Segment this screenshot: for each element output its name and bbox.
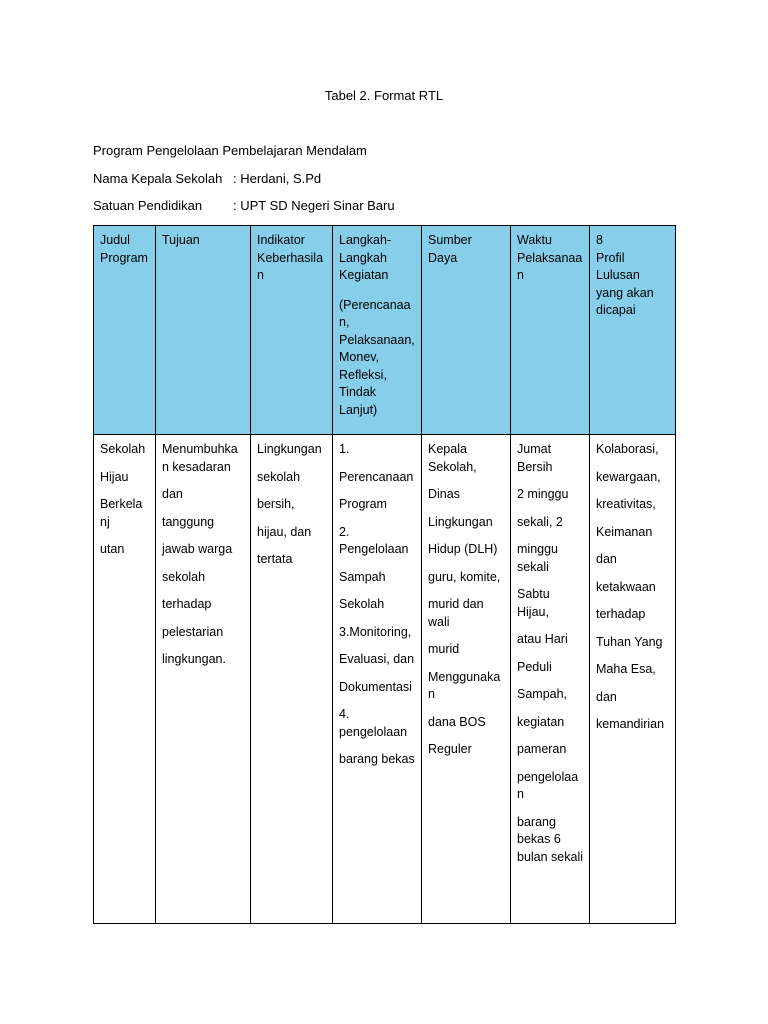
cell-line: Dinas	[428, 487, 460, 501]
cell-line: 3.Monitoring,	[339, 624, 412, 639]
cell-profil	[590, 435, 676, 924]
cell-indikator	[251, 435, 333, 924]
table-row	[94, 435, 676, 924]
cell-line: murid	[428, 642, 460, 656]
cell-line: dan	[596, 689, 617, 704]
cell-line: dan	[596, 552, 617, 566]
cell-line: Menggunakan	[428, 669, 501, 701]
cell-line: 2. Pengelolaan	[339, 524, 409, 556]
cell-line: Keimanan	[596, 524, 653, 539]
cell-line: Peduli	[517, 659, 552, 674]
cell-line: Kepala Sekolah,	[428, 442, 477, 474]
header-judul: Judul Program	[94, 226, 156, 435]
cell-line: barang bekas	[339, 752, 415, 766]
cell-line: 1.	[339, 442, 350, 456]
header-profil-title: Profil Lulusan yang akan dicapai	[596, 250, 654, 317]
cell-line: Sampah	[339, 569, 386, 584]
header-langkah	[333, 226, 422, 435]
cell-line: Sekolah	[100, 442, 146, 456]
cell-line: atau Hari	[517, 632, 568, 646]
cell-line: dana BOS	[428, 714, 486, 729]
satuan-label: Satuan Pendidikan	[93, 198, 203, 213]
cell-line: sekolah	[257, 469, 301, 484]
header-waktu: Waktu Pelaksanaan	[511, 226, 590, 435]
cell-line: kemandirian	[596, 717, 665, 731]
cell-line: terhadap	[596, 607, 646, 621]
cell-line: pameran	[517, 742, 567, 756]
satuan-value: : UPT SD Negeri Sinar Baru	[233, 198, 395, 213]
cell-line: Hijau	[100, 469, 129, 484]
cell-line: Perencanaan	[339, 469, 414, 484]
cell-line: Berkelanj	[100, 497, 143, 529]
header-indikator: Indikator Keberhasilan	[251, 226, 333, 435]
cell-line: Program	[339, 497, 387, 511]
cell-line: barang bekas 6 bulan sekali	[517, 814, 584, 864]
kepala-line	[93, 171, 321, 186]
cell-waktu	[511, 435, 590, 924]
header-langkah-title: Langkah-Langkah Kegiatan	[339, 233, 392, 282]
cell-line: bersih,	[257, 497, 295, 511]
cell-line: tertata	[257, 552, 293, 566]
cell-line: minggu sekali	[517, 542, 558, 574]
cell-judul	[94, 435, 156, 924]
cell-line: Sekolah	[339, 597, 385, 611]
cell-line: murid dan wali	[428, 597, 484, 629]
cell-line: Reguler	[428, 742, 472, 756]
cell-line: Jumat Bersih	[517, 442, 553, 474]
header-profil-number: 8	[596, 233, 603, 247]
cell-line: Tuhan Yang	[596, 634, 663, 649]
cell-line: Lingkungan	[257, 442, 322, 456]
cell-line: guru, komite,	[428, 569, 501, 584]
cell-langkah	[333, 435, 422, 924]
cell-tujuan	[156, 435, 251, 924]
cell-line: sekali, 2	[517, 514, 563, 529]
cell-line: Hidup (DLH)	[428, 542, 498, 556]
cell-sumber	[422, 435, 511, 924]
satuan-line	[93, 198, 395, 213]
cell-line: sekolah	[162, 569, 206, 584]
cell-line: dan	[162, 487, 183, 501]
cell-line: Dokumentasi	[339, 679, 412, 694]
cell-line: 2 minggu	[517, 487, 569, 501]
cell-line: kreativitas,	[596, 497, 656, 511]
cell-line: jawab warga	[162, 542, 233, 556]
header-profil	[590, 226, 676, 435]
table-header-row	[94, 226, 676, 435]
page-title: Tabel 2. Format RTL	[324, 88, 444, 103]
program-line: Program Pengelolaan Pembelajaran Mendalam	[93, 143, 367, 158]
cell-line: utan	[100, 542, 125, 556]
cell-line: hijau, dan	[257, 524, 312, 539]
cell-line: 4. pengelolaan	[339, 707, 408, 739]
cell-line: Menumbuhkan kesadaran	[162, 442, 238, 474]
cell-line: pelestarian	[162, 624, 224, 639]
cell-line: Maha Esa,	[596, 662, 656, 676]
cell-line: lingkungan.	[162, 652, 226, 666]
header-tujuan: Tujuan	[156, 226, 251, 435]
cell-line: Evaluasi, dan	[339, 652, 415, 666]
header-sumber: Sumber Daya	[422, 226, 511, 435]
cell-line: Sabtu Hijau,	[517, 587, 550, 619]
cell-line: kegiatan	[517, 714, 565, 729]
kepala-value: : Herdani, S.Pd	[233, 171, 322, 186]
rtl-table	[93, 225, 676, 924]
cell-line: Kolaborasi,	[596, 442, 659, 456]
cell-line: terhadap	[162, 597, 212, 611]
cell-line: kewargaan,	[596, 469, 661, 484]
kepala-label: Nama Kepala Sekolah	[93, 171, 223, 186]
cell-line: ketakwaan	[596, 579, 656, 594]
header-langkah-sub: (Perencanaan, Pelaksanaan, Monev, Refleksi, Tindak Lanjut)	[339, 297, 415, 417]
cell-line: Lingkungan	[428, 514, 493, 529]
cell-line: Sampah,	[517, 687, 568, 701]
cell-line: pengelolaan	[517, 769, 579, 801]
cell-line: tanggung	[162, 514, 215, 529]
